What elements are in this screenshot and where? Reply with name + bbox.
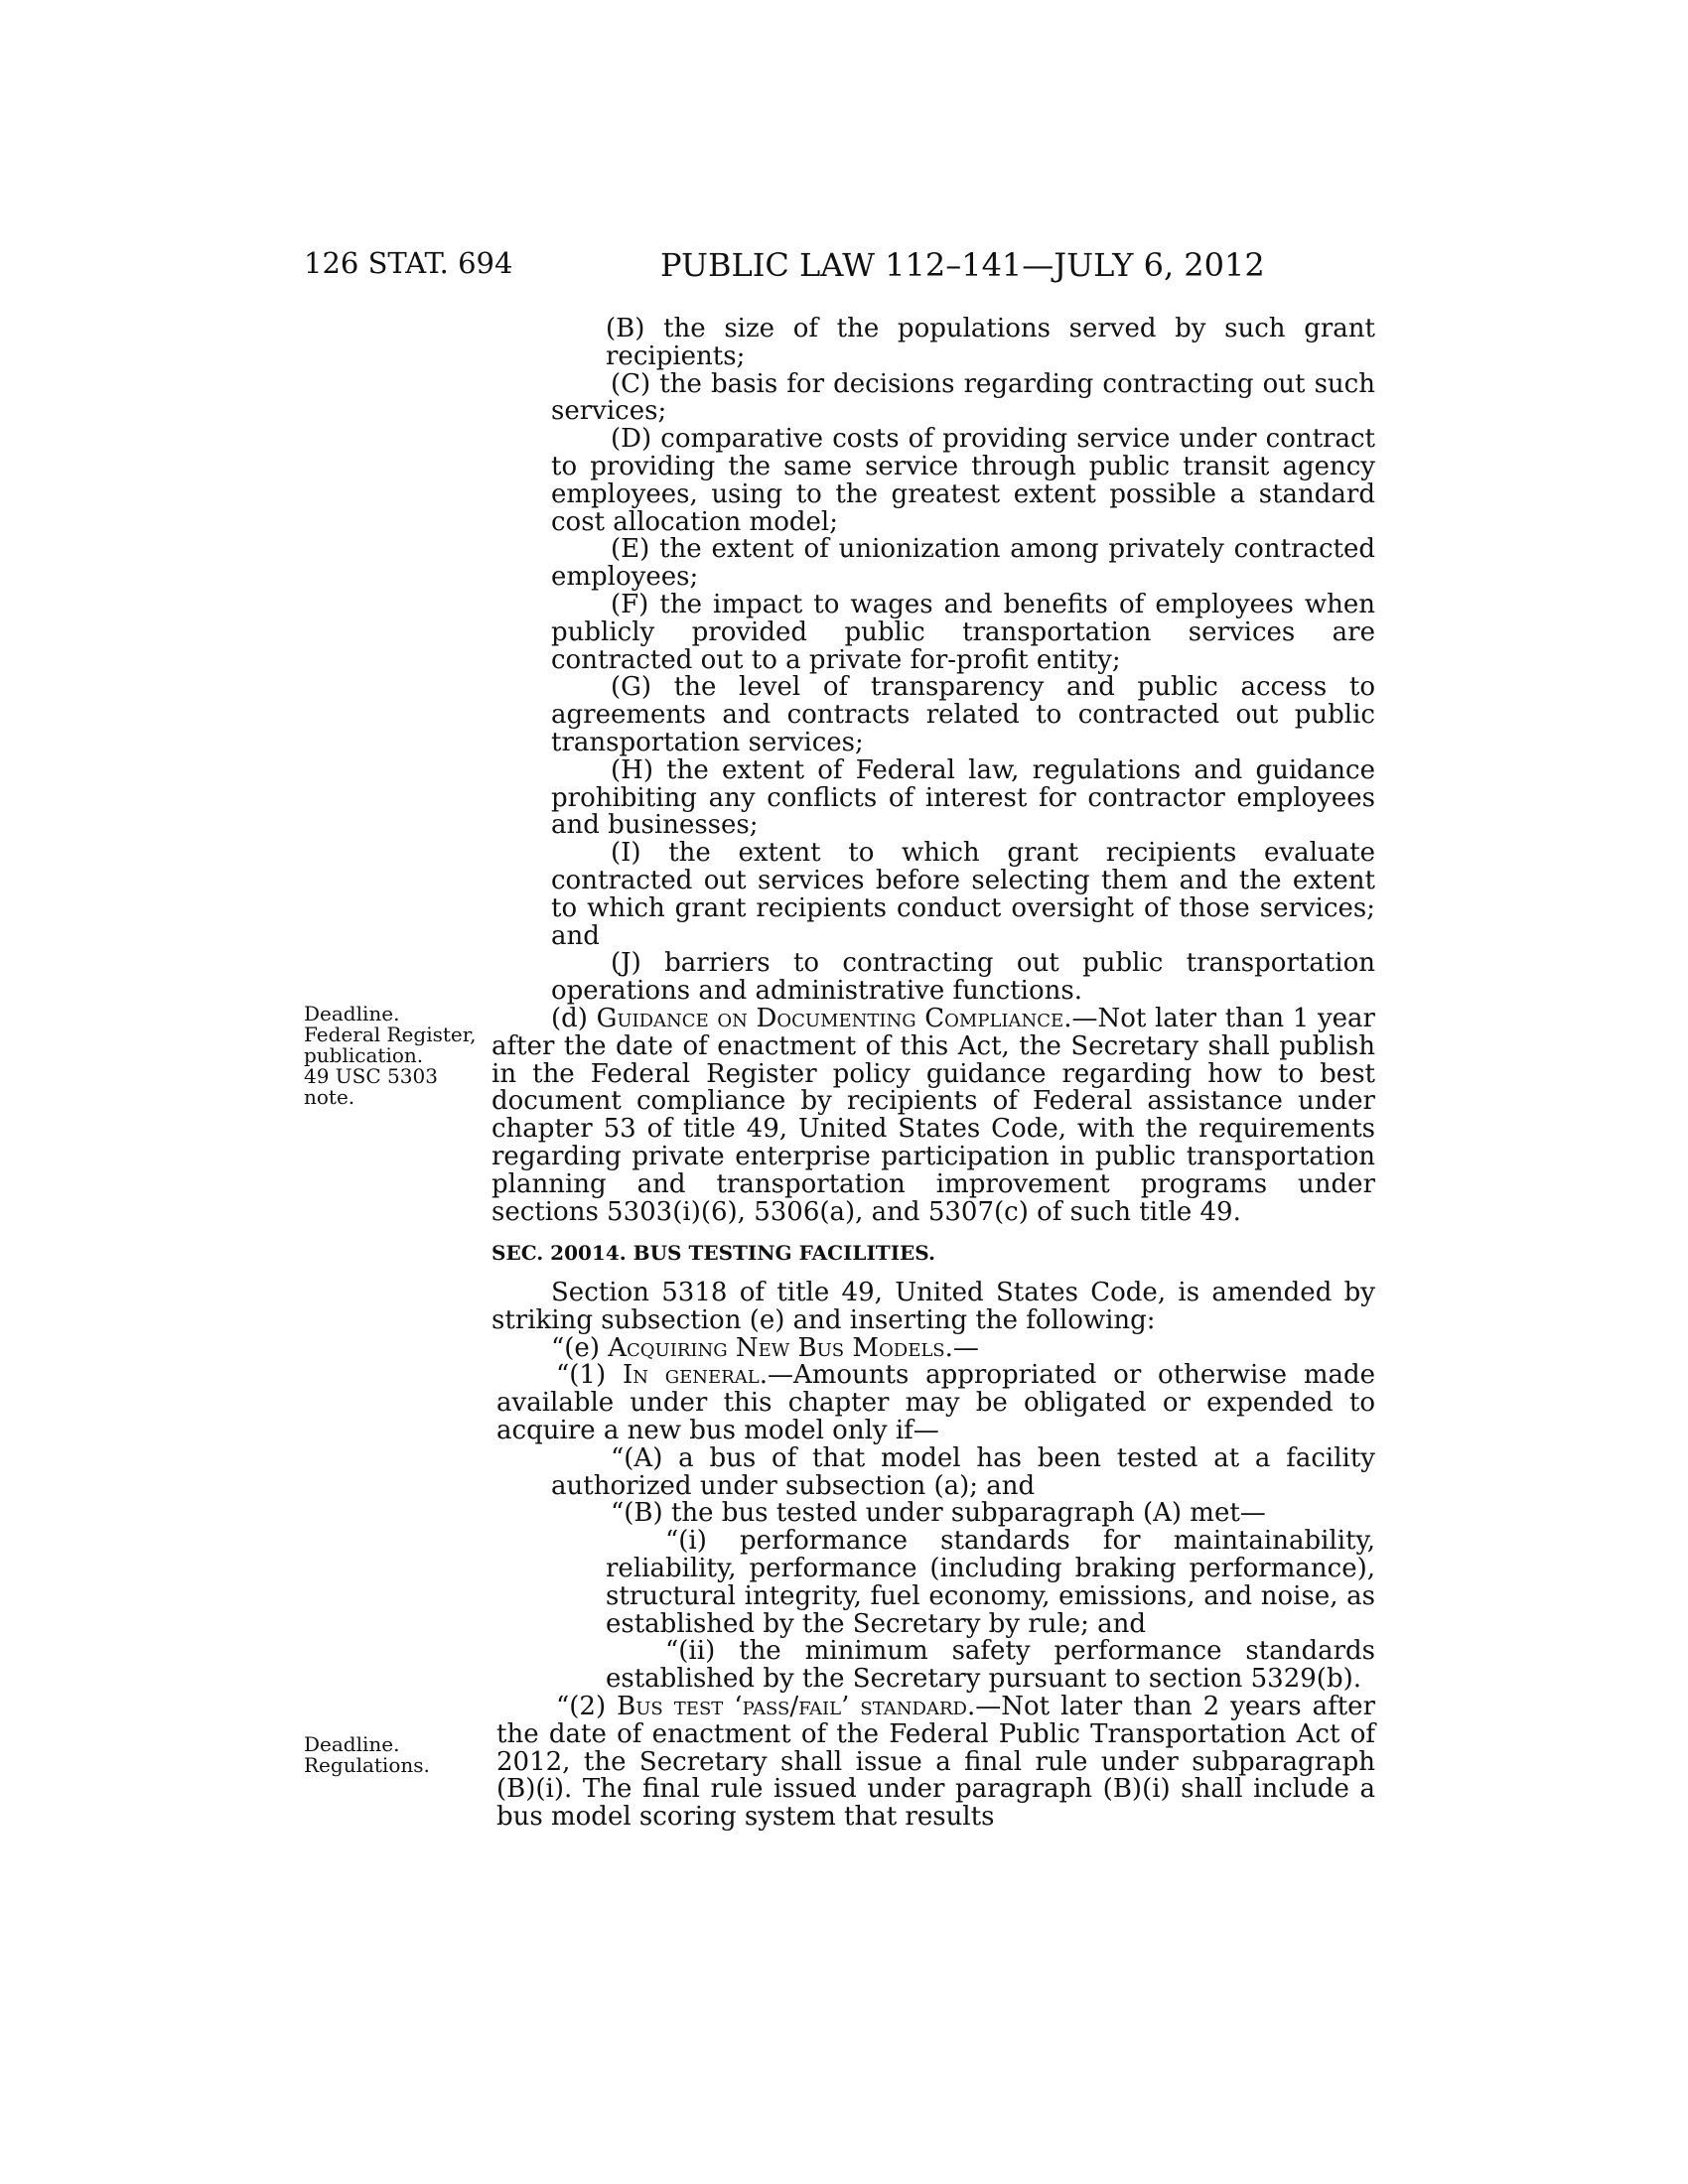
- paragraph-heading: Bus test ‘pass/fail’ standard: [617, 1692, 967, 1722]
- item-c: [551, 368, 1375, 427]
- paragraph-text: .—Amounts appropriated or otherwise made available under this chapter may be obligated or expended to acquire a new bus model only if—: [496, 1360, 1376, 1446]
- law-title: PUBLIC LAW 112–141—JULY 6, 2012: [660, 246, 1265, 284]
- margin-note-line: Federal Register,: [304, 1023, 477, 1046]
- item-text: (B) the size of the populations served by such grant recipients;: [606, 314, 1375, 371]
- clause-i: “(i) performance standards for maintainability, reliability, performance (including braking performance), structural integrity, fuel economy, emissions, and noise, as established by the Secretary by rule; and: [606, 1526, 1375, 1639]
- subsection-heading: Acquiring New Bus Models: [608, 1332, 945, 1363]
- page-header: [0, 246, 1688, 286]
- clause-ii: “(ii) the minimum safety performance standards established by the Secretary pursuant to section 5329(b).: [606, 1636, 1375, 1695]
- item-text: (E) the extent of unionization among privately contracted employees;: [551, 534, 1375, 593]
- stat-citation: 126 STAT. 694: [304, 246, 513, 280]
- margin-note-line: note.: [304, 1085, 355, 1109]
- margin-note-deadline-regulations: [304, 1734, 483, 1776]
- paragraph-2: [496, 1694, 1375, 1832]
- item-text: (J) barriers to contracting out public transportation operations and administrative functions.: [551, 948, 1375, 1007]
- paragraph-text: .—Not later than 2 years after the date of enactment of the Federal Public Transportation Act of 2012, the Secretary shall issue a final rule under subparagraph (B)(i). The final rule issued under paragraph (B)(i) shall include a bus model scoring system that results: [496, 1692, 1375, 1833]
- paragraph-1: [496, 1362, 1375, 1444]
- item-e: [551, 536, 1375, 592]
- item-j: [551, 950, 1375, 1006]
- paragraph-heading: In general: [622, 1360, 760, 1391]
- margin-note-line: Deadline.: [304, 1002, 400, 1025]
- subparagraph-a: “(A) a bus of that model has been tested at a facility authorized under subsection (a); and: [551, 1442, 1375, 1501]
- item-h: [551, 754, 1375, 841]
- subsection-text: .—Not later than 1 year after the date of enactment of this Act, the Secretary shall publish in the Federal Register policy guidance regarding how to best document compliance by recipients of Federal assistance under chapter 53 of title 49, United States Code, with the requirements regarding private enterprise participation in public transportation planning and transportation improvement programs under sections 5303(i)(6), 5306(a), and 5307(c) of such title 49.: [492, 1003, 1375, 1227]
- item-text: (H) the extent of Federal law, regulations and guidance prohibiting any conflicts of interest for contractor employees and businesses;: [551, 754, 1375, 841]
- subsection-text: .—: [944, 1332, 979, 1363]
- subsection-label: “(e): [551, 1332, 609, 1363]
- margin-note-line: Regulations.: [304, 1753, 430, 1777]
- subsection-d: [492, 1003, 1375, 1227]
- margin-note-line: Deadline.: [304, 1732, 400, 1756]
- item-i: [551, 840, 1375, 950]
- subsection-e: [492, 1332, 1375, 1363]
- paragraph-label: “(1): [556, 1360, 623, 1391]
- item-text: (D) comparative costs of providing service under contract to providing the same service through public transit agency employees, using to the greatest extent possible a standard cost allocation model;: [551, 424, 1375, 537]
- item-text: (I) the extent to which grant recipients evaluate contracted out services before selecting them and the extent to which grant recipients conduct oversight of those services; and: [551, 838, 1375, 951]
- section-heading: SEC. 20014. BUS TESTING FACILITIES.: [492, 1241, 935, 1266]
- margin-note-line: 49 USC 5303: [304, 1064, 438, 1088]
- margin-note-line: publication.: [304, 1043, 424, 1067]
- subsection-label: (d): [551, 1003, 597, 1033]
- subsection-heading: Guidance on Documenting Compliance: [596, 1003, 1064, 1033]
- item-text: (F) the impact to wages and benefits of employees when publicly provided public transportation services are contracted out to a private for-profit entity;: [551, 589, 1375, 675]
- item-text: (C) the basis for decisions regarding contracting out such services;: [551, 368, 1375, 427]
- margin-note-deadline-federal-register: [304, 1004, 483, 1108]
- item-d: [551, 426, 1375, 536]
- subparagraph-b: “(B) the bus tested under subparagraph (A) met—: [611, 1498, 1266, 1529]
- body-text: [492, 314, 1376, 1833]
- paragraph-label: “(2): [556, 1692, 618, 1722]
- item-g: [551, 674, 1375, 756]
- item-f: [551, 589, 1375, 675]
- item-text: (G) the level of transparency and public access to agreements and contracts related to contracted out public transportation services;: [551, 672, 1375, 757]
- item-b: [551, 316, 1375, 371]
- section-intro: Section 5318 of title 49, United States Code, is amended by striking subsection (e) and inserting the following:: [492, 1278, 1375, 1335]
